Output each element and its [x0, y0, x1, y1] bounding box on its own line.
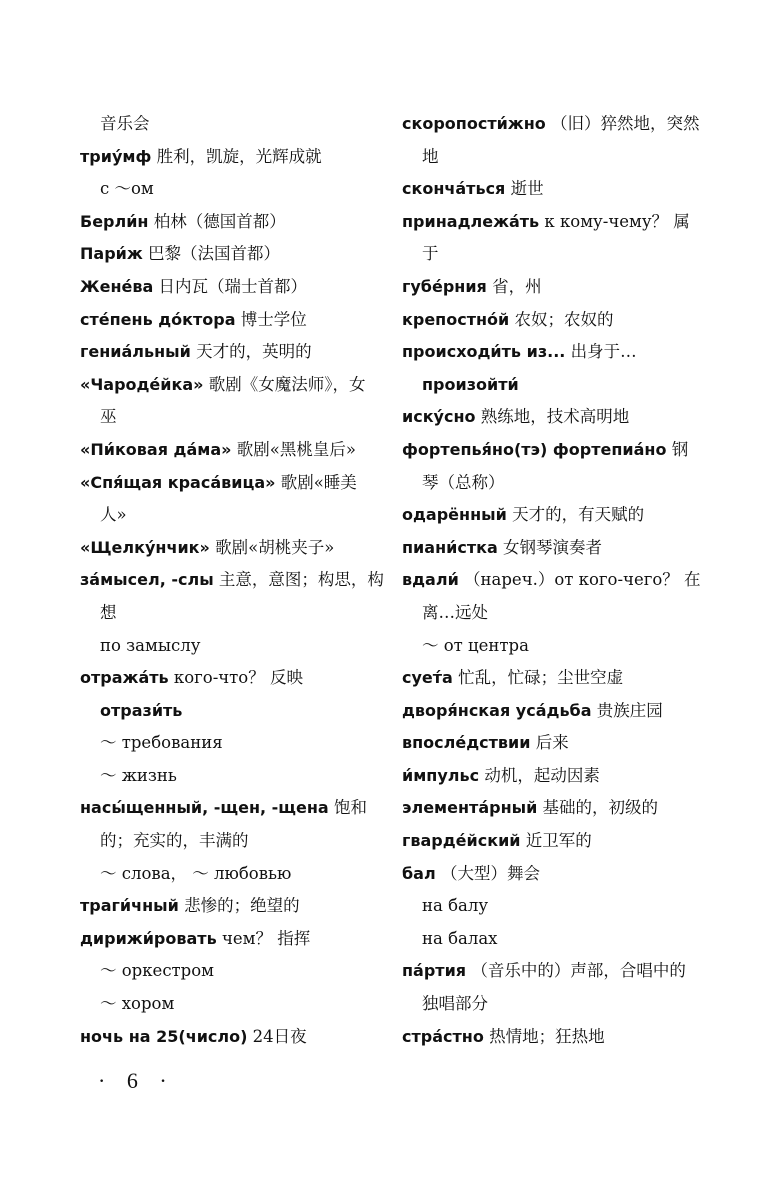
headword: Берли́н: [80, 211, 149, 231]
translation: 巴黎（法国首都）: [148, 244, 281, 264]
dictionary-entry: [80, 206, 370, 239]
headword: ночь на 25(число): [80, 1026, 248, 1046]
translation: 熟练地，技术高明地: [480, 407, 630, 427]
headword: па́ртия: [402, 961, 467, 981]
translation: 的；充实的，丰满的: [100, 831, 249, 851]
dictionary-entry: [402, 923, 722, 956]
dictionary-entry: [80, 173, 370, 206]
headword: «Пи́ковая да́ма»: [80, 439, 232, 459]
dictionary-entry: [402, 499, 722, 532]
translation: 动机，起动因素: [484, 765, 600, 785]
dictionary-entry: [402, 467, 722, 500]
dictionary-entry: [80, 467, 370, 500]
dictionary-entry: [80, 564, 384, 597]
headword: траги́чный: [80, 896, 179, 916]
translation: 巫: [100, 407, 117, 427]
headword: и́мпульс: [402, 765, 480, 785]
dictionary-entry: [80, 238, 370, 271]
headword: насы́щенный, -щен, -щена: [80, 798, 329, 818]
dictionary-entry: [80, 760, 370, 793]
translation: 忙乱，忙碌；尘世空虚: [458, 668, 624, 688]
dictionary-entry: [402, 564, 722, 597]
dictionary-entry: [402, 141, 722, 174]
dictionary-entry: [402, 890, 722, 923]
dictionary-entry: [402, 825, 722, 858]
translation: 博士学位: [240, 309, 307, 329]
dictionary-entry: [80, 336, 370, 369]
headword: «Чароде́йка»: [80, 374, 204, 394]
translation: 热情地；狂热地: [489, 1026, 605, 1046]
headword: элемента́рный: [402, 798, 538, 818]
translation: 地: [422, 146, 439, 166]
translation: （音乐中的）声部，合唱中的: [471, 961, 686, 981]
headword: фортепья́но(тэ) фортепиа́но: [402, 439, 667, 459]
headword: стра́стно: [402, 1026, 484, 1046]
dictionary-entry: [80, 662, 370, 695]
dictionary-entry: [402, 369, 722, 402]
translation: 歌剧《女魔法师》，女: [208, 374, 366, 394]
headword: гварде́йский: [402, 831, 521, 851]
translation: 饱和: [333, 798, 367, 818]
translation: 逝世: [510, 179, 544, 199]
dictionary-entry: [80, 499, 370, 532]
left-column: [80, 108, 384, 1053]
dictionary-entry: [80, 792, 370, 825]
headword: одарённый: [402, 505, 507, 525]
dictionary-entry: [402, 206, 722, 239]
headword: крепостно́й: [402, 309, 510, 329]
dictionary-entry: [402, 662, 722, 695]
translation: 悲惨的；绝望的: [184, 896, 300, 916]
headword: сте́пень до́ктора: [80, 309, 236, 329]
headword: сует́а: [402, 668, 453, 688]
translation: 出身于…: [570, 342, 637, 362]
headword: триу́мф: [80, 146, 152, 166]
translation: чем？ 指挥: [221, 928, 311, 948]
dictionary-entry: [80, 304, 370, 337]
dictionary-entry: [402, 173, 722, 206]
dictionary-entry: [402, 760, 722, 793]
dictionary-entry: [80, 630, 370, 663]
dictionary-entry: [402, 336, 722, 369]
translation: ～ оркестром: [100, 961, 215, 981]
translation: с ～ом: [100, 179, 154, 199]
translation: ～ хором: [100, 994, 175, 1014]
dictionary-entry: [80, 1021, 370, 1054]
translation: 独唱部分: [422, 994, 488, 1014]
dictionary-entry: [402, 727, 722, 760]
translation: 省，州: [492, 276, 542, 296]
dictionary-entry: [402, 108, 722, 141]
dictionary-entry: [402, 955, 722, 988]
headword: иску́сно: [402, 407, 476, 427]
translation: 后来: [535, 733, 569, 753]
dictionary-entry: [80, 141, 370, 174]
dictionary-entry: [80, 271, 370, 304]
translation: ～ от центра: [422, 635, 529, 655]
translation: 天才的，有天赋的: [512, 505, 645, 525]
translation: 想: [100, 602, 117, 622]
translation: 人»: [100, 505, 127, 525]
headword: за́мысел, -слы: [80, 570, 214, 590]
dictionary-entry: [402, 238, 722, 271]
headword: «Спя́щая краса́вица»: [80, 472, 276, 492]
translation: （旧）猝然地，突然: [551, 114, 700, 133]
headword: Пари́ж: [80, 244, 143, 264]
headword: скончáться: [402, 179, 506, 199]
translation: кого-что？ 反映: [173, 668, 303, 688]
dictionary-entry: [402, 532, 722, 565]
translation: 钢: [671, 439, 689, 459]
dictionary-entry: [80, 858, 370, 891]
dictionary-entry: [402, 695, 722, 728]
headword: отража́ть: [80, 668, 169, 688]
dictionary-entry: [80, 597, 370, 630]
headword: отрази́ть: [100, 700, 183, 720]
dictionary-entry: [402, 988, 722, 1021]
translation: （нареч.）от кого-чего？ 在: [464, 570, 701, 590]
translation: （大型）舞会: [440, 863, 540, 883]
translation: 女钢琴演奏者: [503, 537, 602, 557]
dictionary-entry: [80, 988, 370, 1021]
translation: 音乐会: [100, 114, 150, 133]
dictionary-entry: [402, 434, 722, 467]
headword: скоропости́жно: [402, 114, 546, 133]
dictionary-entry: [80, 825, 370, 858]
translation: по замыслу: [100, 635, 201, 655]
translation: 近卫军的: [525, 831, 592, 851]
dictionary-entry: [80, 955, 370, 988]
translation: 农奴；农奴的: [514, 309, 614, 329]
dictionary-entry: [402, 792, 722, 825]
translation: 柏林（德国首都）: [153, 211, 286, 231]
translation: 歌剧«睡美: [280, 472, 357, 492]
translation: 24日夜: [252, 1026, 307, 1046]
dictionary-entry: [402, 304, 722, 337]
dictionary-entry: [402, 401, 722, 434]
page-number: · 6 ·: [98, 1068, 175, 1093]
headword: произойти́: [422, 374, 519, 394]
dictionary-entry: [80, 369, 370, 402]
translation: 歌剧«胡桃夹子»: [215, 537, 335, 557]
translation: ～ слова， ～ любовью: [100, 863, 292, 883]
translation: 于: [422, 244, 439, 264]
translation: 基础的，初级的: [542, 798, 659, 818]
headword: вдали́: [402, 570, 459, 590]
dictionary-entry: [402, 630, 722, 663]
headword: дворя́нская уса́дьба: [402, 700, 592, 720]
headword: бал: [402, 863, 436, 883]
headword: происходи́ть из...: [402, 342, 566, 362]
headword: пиани́стка: [402, 537, 498, 557]
dictionary-entry: [80, 727, 370, 760]
translation: 贵族庄园: [596, 700, 663, 720]
headword: губе́рния: [402, 276, 487, 296]
dictionary-entry: [80, 532, 370, 565]
translation: 琴（总称）: [422, 472, 505, 492]
headword: гениа́льный: [80, 342, 191, 362]
dictionary-entry: [80, 401, 370, 434]
dictionary-entry: [80, 923, 370, 956]
translation: 胜利，凯旋，光辉成就: [156, 146, 322, 166]
headword: впосле́дствии: [402, 733, 531, 753]
translation: 主意，意图；构思，构: [218, 570, 384, 590]
headword: «Щелку́нчик»: [80, 537, 210, 557]
translation: 离…远处: [422, 602, 488, 622]
translation: на балу: [422, 896, 489, 916]
headword: Жене́ва: [80, 276, 154, 296]
dictionary-entry: [402, 858, 722, 891]
translation: к кому-чему？ 属: [544, 211, 690, 231]
right-column: [402, 108, 722, 1053]
translation: на балах: [422, 928, 498, 948]
dictionary-entry: [80, 108, 370, 141]
translation: 歌剧«黑桃皇后»: [236, 439, 356, 459]
dictionary-entry: [80, 695, 370, 728]
headword: принадлежа́ть: [402, 211, 540, 231]
dictionary-entry: [402, 597, 722, 630]
dictionary-entry: [80, 890, 370, 923]
dictionary-entry: [402, 271, 722, 304]
translation: 日内瓦（瑞士首都）: [158, 276, 308, 296]
translation: ～ требования: [100, 733, 223, 753]
headword: дирижи́ровать: [80, 928, 217, 948]
translation: ～ жизнь: [100, 765, 177, 785]
dictionary-entry: [402, 1021, 722, 1054]
translation: 天才的，英明的: [196, 342, 312, 362]
dictionary-entry: [80, 434, 370, 467]
